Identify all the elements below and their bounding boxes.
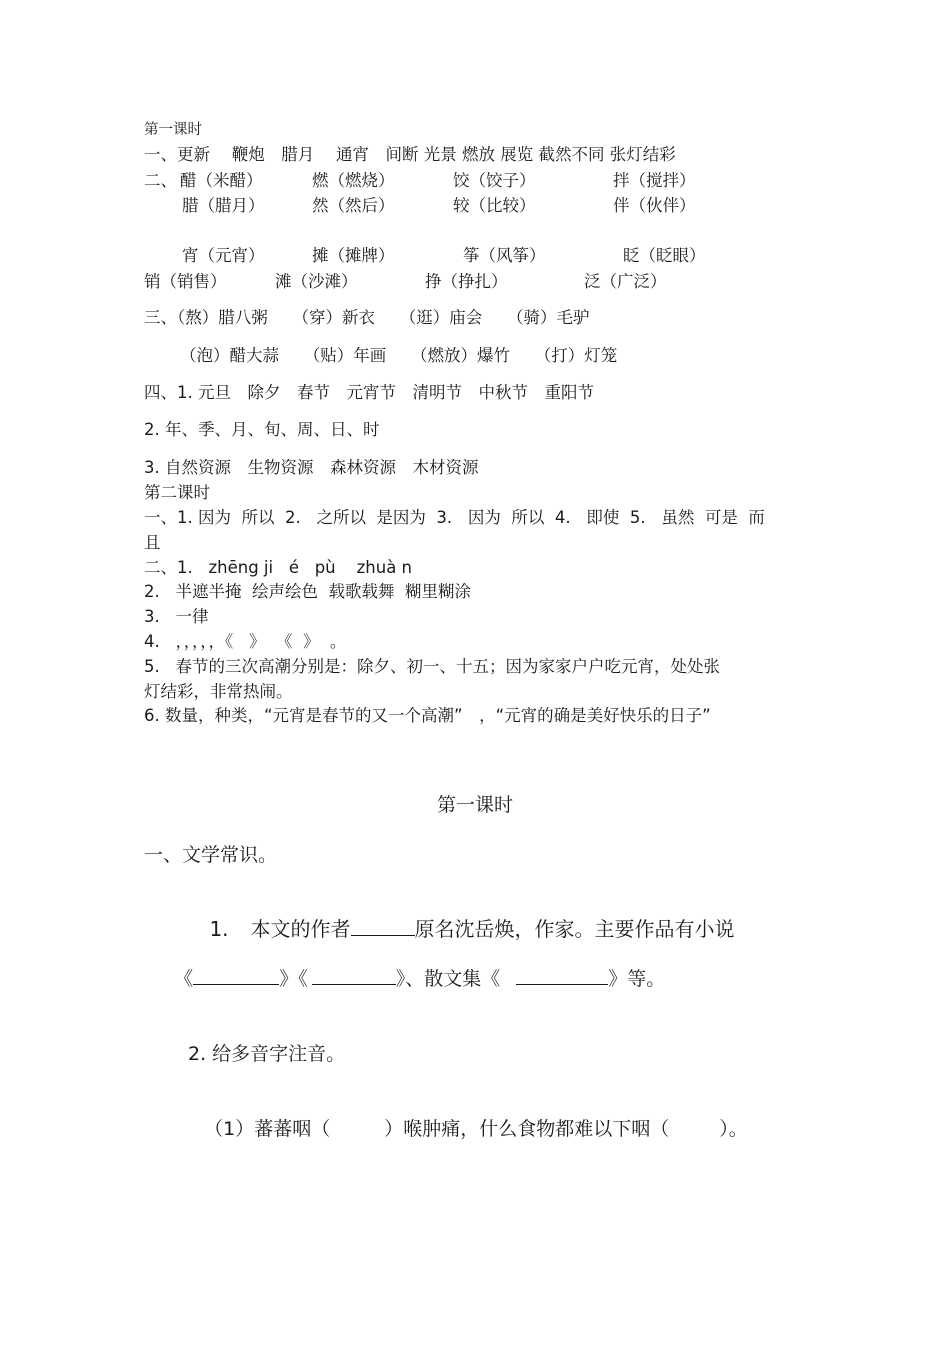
exercise-title: 第一课时 bbox=[436, 794, 513, 816]
q2-label: 二、 bbox=[144, 171, 177, 190]
q2-row2-item: 伴（伙伴） bbox=[613, 196, 696, 215]
answer-lesson2-q2-5-line1: 5. 春节的三次高潮分别是：除夕、初一、十五；因为家家户户吃元宵，处处张 bbox=[144, 657, 720, 676]
answer-lesson1-q2-row4 bbox=[144, 272, 844, 292]
answer-lesson2-q2-5-line2: 灯结彩，非常热闹。 bbox=[144, 682, 293, 701]
q2-row1-item: 饺（饺子） bbox=[453, 171, 536, 190]
item1-number: 1. bbox=[209, 917, 229, 941]
item1-text-a: 本文的作者 bbox=[250, 917, 351, 941]
q2-row4-item: 泛（广泛） bbox=[584, 272, 667, 291]
q2-row2-item: 腊（腊月） bbox=[182, 196, 265, 215]
essay-label: 》、散文集《 bbox=[395, 968, 501, 990]
answer-lesson1-title: 第一课时 bbox=[144, 122, 202, 138]
author-answer-blank[interactable] bbox=[351, 917, 415, 936]
answer-lesson1-q4-2: 2. 年、季、月、旬、周、日、时 bbox=[144, 420, 380, 439]
bracket-close: 》等。 bbox=[608, 968, 666, 990]
answer-lesson1-q4-1: 四、1. 元旦 除夕 春节 元宵节 清明节 中秋节 重阳节 bbox=[144, 383, 594, 402]
answer-lesson2-q1-line1: 一、1. 因为 所以 2. 之所以 是因为 3. 因为 所以 4. 即使 5. 虽然 可是 而 bbox=[144, 508, 765, 527]
q2-row3-item: 摊（摊牌） bbox=[312, 246, 395, 265]
q2-row1-item: 燃（燃烧） bbox=[312, 171, 395, 190]
answer-lesson2-q2-4: 4. ，，，，，《 》 《 》 。 bbox=[144, 632, 347, 651]
q2-row3-item: 筝（风筝） bbox=[463, 246, 546, 265]
q2-row1-item: 醋（米醋） bbox=[180, 171, 263, 190]
item1-text-b: 原名沈岳焕，作家。主要作品有小说 bbox=[414, 917, 735, 941]
answer-lesson1-q1: 一、更新 鞭炮 腊月 通宵 间断 光景 燃放 展览 截然不同 张灯结彩 bbox=[144, 145, 676, 164]
novel-2-answer-blank[interactable] bbox=[312, 966, 396, 985]
exercise-item2-heading: 2. 给多音字注音。 bbox=[188, 1043, 346, 1065]
item2-1-text-c: ）。 bbox=[719, 1118, 748, 1140]
answer-lesson1-q3-row1: 三、（熬）腊八粥 （穿）新衣 （逛）庙会 （骑）毛驴 bbox=[144, 308, 590, 327]
essay-collection-answer-blank[interactable] bbox=[516, 966, 608, 985]
q2-row3-item: 宵（元宵） bbox=[182, 246, 265, 265]
answer-lesson2-q2-1: 二、1. zhēng ji é pù zhuà n bbox=[144, 558, 413, 577]
answer-lesson1-q2-row3 bbox=[144, 246, 844, 266]
answer-lesson2-q2-3: 3. 一律 bbox=[144, 607, 209, 626]
answer-lesson2-q2-6: 6. 数量，种类，“元宵是春节的又一个高潮” ，“元宵的确是美好快乐的日子” bbox=[144, 706, 711, 725]
q2-row3-item: 眨（眨眼） bbox=[623, 246, 706, 265]
item2-1-text-b: ）喉肿痛，什么食物都难以下咽（ bbox=[384, 1118, 670, 1140]
q2-row2-item: 然（然后） bbox=[312, 196, 395, 215]
answer-lesson1-q2-row2 bbox=[144, 196, 844, 216]
bracket-mid: 》《 bbox=[279, 968, 308, 990]
answer-lesson1-q2-row1 bbox=[144, 171, 844, 191]
answer-lesson2-q2-2: 2. 半遮半掩 绘声绘色 载歌载舞 糊里糊涂 bbox=[144, 582, 471, 601]
answer-lesson1-q3-row2: （泡）醋大蒜 （贴）年画 （燃放）爆竹 （打）灯笼 bbox=[180, 346, 618, 365]
q2-row1-item: 拌（搅拌） bbox=[613, 171, 696, 190]
exercise-item2-1 bbox=[180, 1093, 748, 1165]
novel-1-answer-blank[interactable] bbox=[193, 966, 279, 985]
answer-lesson2-title: 第二课时 bbox=[144, 483, 210, 502]
answer-lesson2-q1-line2: 且 bbox=[144, 533, 161, 552]
q2-row4-item: 销（销售） bbox=[144, 272, 227, 291]
bracket-open: 《 bbox=[174, 968, 194, 990]
exercise-item1-line2 bbox=[150, 942, 665, 1015]
exercise-section1-heading: 一、文学常识。 bbox=[144, 844, 278, 866]
q2-row4-item: 滩（沙滩） bbox=[275, 272, 358, 291]
item2-1-text-a: （1）蕃蕃咽（ bbox=[204, 1118, 331, 1140]
answer-lesson1-q4-3: 3. 自然资源 生物资源 森林资源 木材资源 bbox=[144, 458, 479, 477]
q2-row4-item: 挣（挣扎） bbox=[425, 272, 508, 291]
q2-row2-item: 较（比较） bbox=[453, 196, 536, 215]
